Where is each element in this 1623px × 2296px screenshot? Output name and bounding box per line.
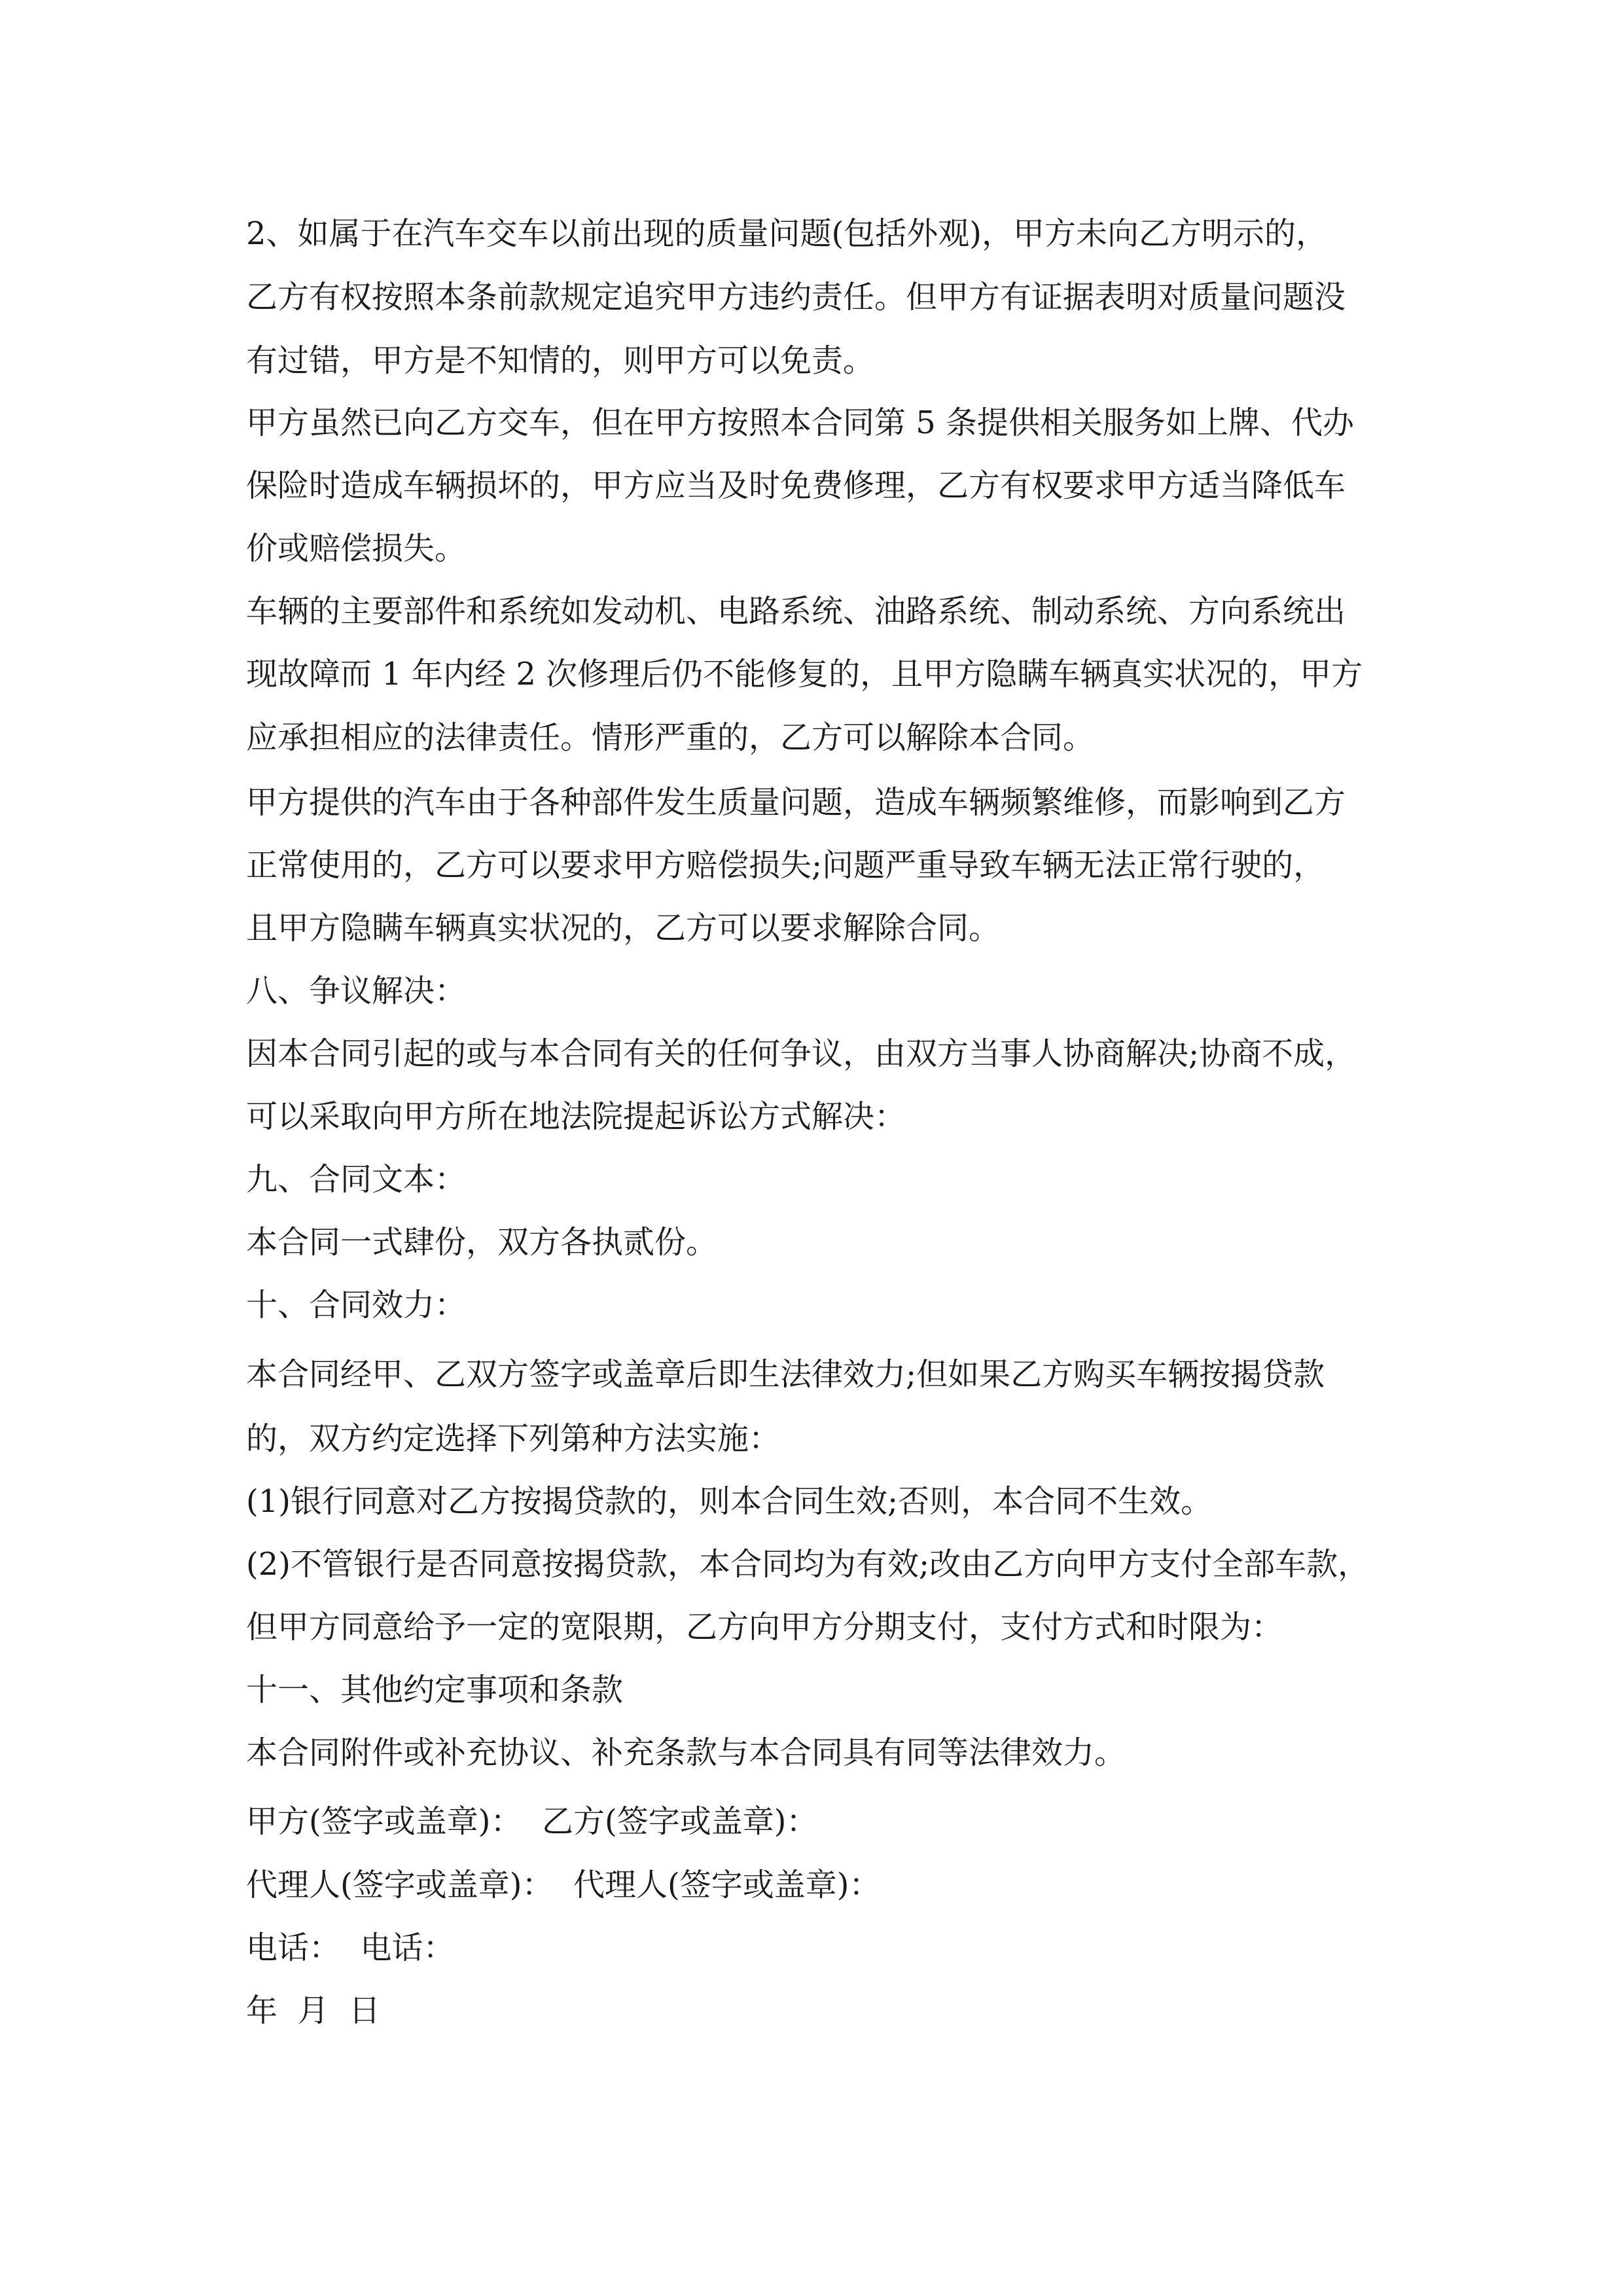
text-line: (1)银行同意对乙方按揭贷款的，则本合同生效;否则，本合同不生效。 (246, 1483, 1213, 1520)
text-line: 有过错，甲方是不知情的，则甲方可以免责。 (246, 342, 875, 379)
text-line: 乙方有权按照本条前款规定追究甲方违约责任。但甲方有证据表明对质量问题没 (246, 279, 1346, 315)
text-line: 但甲方同意给予一定的宽限期，乙方向甲方分期支付，支付方式和时限为： (246, 1609, 1283, 1645)
text-line: 可以采取向甲方所在地法院提起诉讼方式解决： (246, 1098, 906, 1135)
signature-line-agent: 代理人(签字或盖章)： 代理人(签字或盖章)： (246, 1867, 881, 1903)
section-heading: 九、合同文本： (246, 1161, 467, 1198)
signature-line-party: 甲方(签字或盖章)： 乙方(签字或盖章)： (246, 1803, 818, 1840)
text-line: (2)不管银行是否同意按揭贷款，本合同均为有效;改由乙方向甲方支付全部车款， (246, 1546, 1370, 1583)
phone-line: 电话： 电话： (246, 1929, 455, 1966)
text-line: 保险时造成车辆损坏的，甲方应当及时免费修理，乙方有权要求甲方适当降低车 (246, 467, 1346, 504)
text-line: 本合同一式肆份，双方各执贰份。 (246, 1224, 718, 1261)
text-line: 的，双方约定选择下列第种方法实施： (246, 1420, 781, 1457)
section-heading: 十、合同效力： (246, 1287, 467, 1323)
text-line: 甲方虽然已向乙方交车，但在甲方按照本合同第 5 条提供相关服务如上牌、代办 (246, 404, 1355, 441)
section-heading: 八、争议解决： (246, 973, 467, 1009)
date-line: 年 月 日 (246, 1992, 381, 2029)
text-line: 因本合同引起的或与本合同有关的任何争议，由双方当事人协商解决;协商不成， (246, 1035, 1357, 1072)
text-line: 本合同附件或补充协议、补充条款与本合同具有同等法律效力。 (246, 1734, 1126, 1771)
text-line: 且甲方隐瞒车辆真实状况的，乙方可以要求解除合同。 (246, 910, 1001, 946)
text-line: 2、如属于在汽车交车以前出现的质量问题(包括外观)，甲方未向乙方明示的， (246, 215, 1327, 252)
text-line: 车辆的主要部件和系统如发动机、电路系统、油路系统、制动系统、方向系统出 (246, 593, 1346, 630)
text-line: 应承担相应的法律责任。情形严重的，乙方可以解除本合同。 (246, 719, 1095, 756)
text-line: 价或赔偿损失。 (246, 530, 467, 567)
text-line: 现故障而 1 年内经 2 次修理后仍不能修复的，且甲方隐瞒车辆真实状况的，甲方 (246, 656, 1363, 692)
text-line: 甲方提供的汽车由于各种部件发生质量问题，造成车辆频繁维修，而影响到乙方 (246, 784, 1346, 821)
text-line: 本合同经甲、乙双方签字或盖章后即生法律效力;但如果乙方购买车辆按揭贷款 (246, 1356, 1325, 1393)
section-heading: 十一、其他约定事项和条款 (246, 1672, 624, 1708)
text-line: 正常使用的，乙方可以要求甲方赔偿损失;问题严重导致车辆无法正常行驶的， (246, 847, 1325, 884)
